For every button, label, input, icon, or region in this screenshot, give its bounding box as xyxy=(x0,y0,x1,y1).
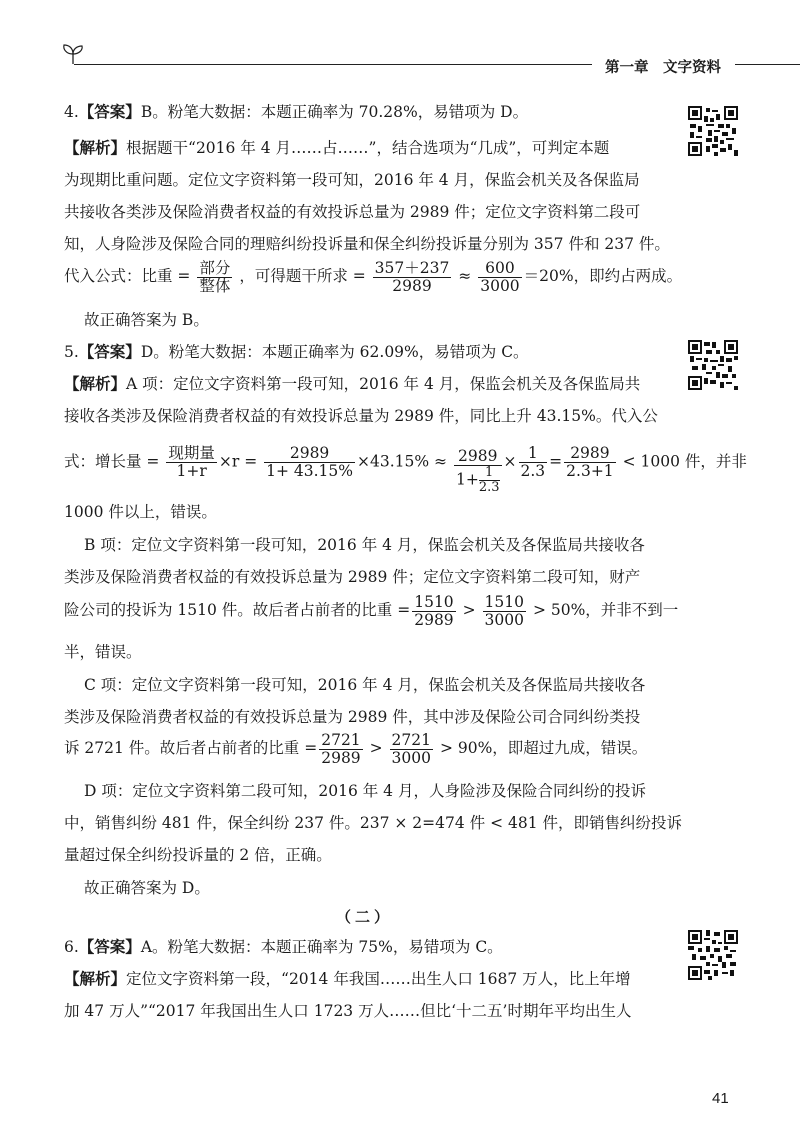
formula-text: > 50%，并非不到一 xyxy=(532,601,679,619)
q5-d-line-2: 中，销售纠纷 481 件，保全纠纷 237 件。237 × 2=474 件 < 481 件，即销售纠纷投诉 xyxy=(64,814,683,832)
q6-analysis-line-2: 加 47 万人”“2017 年我国出生人口 1723 万人……但比‘十二五’时期年平均出生人 xyxy=(64,1002,632,1020)
fraction: $\frac{2721}{3000}$ xyxy=(391,730,431,767)
formula-text: ＝20%，即约占两成。 xyxy=(523,267,683,285)
section-title: （二） xyxy=(336,908,394,926)
q5-b-line-2: 类涉及保险消费者权益的有效投诉总量为 2989 件；定位文字资料第二段可知，财产 xyxy=(64,568,641,586)
q5-b-formula xyxy=(64,590,679,630)
fraction: $\frac{1}{2.3}$ xyxy=(520,444,546,480)
qr-code-icon[interactable] xyxy=(688,340,738,390)
page-number: 41 xyxy=(712,1090,729,1107)
q5-a-formula xyxy=(64,430,747,495)
q6-answer-line xyxy=(64,937,664,957)
analysis-tag: 【解析】 xyxy=(64,969,127,988)
answer-tag: 【答案】 xyxy=(78,102,141,121)
formula-text: ×r = xyxy=(218,452,258,471)
fraction: $\frac{1510}{2989}$ xyxy=(414,592,454,629)
fraction: $\frac{2989}{1+ 43.15\%}$ xyxy=(266,444,354,480)
analysis-text: 根据题干“2016 年 4 月……占……”，结合选项为“几成”，可判定本题 xyxy=(126,139,610,157)
formula-text: ×43.15% ≈ xyxy=(357,452,448,471)
formula-text: > 90%，即超过九成，错误。 xyxy=(439,739,648,757)
q4-analysis-line-4: 知，人身险涉及保险合同的理赔纠纷投诉量和保全纠纷投诉量分别为 357 件和 237 件。 xyxy=(64,235,670,253)
formula-prefix: 代入公式：比重 = xyxy=(64,267,191,285)
sprout-logo-icon xyxy=(60,42,86,66)
q4-analysis-line-3: 共接收各类涉及保险消费者权益的有效投诉总量为 2989 件；定位文字资料第二段可 xyxy=(64,203,641,221)
answer-text: D。粉笔大数据：本题正确率为 62.09%，易错项为 C。 xyxy=(140,343,529,361)
formula-text: ，可得题干所求 = xyxy=(239,267,366,285)
answer-tag: 【答案】 xyxy=(78,342,141,361)
complex-fraction: 2989 1+ $\frac{1}{2.3}$ xyxy=(455,447,500,495)
fraction: $\frac{1510}{3000}$ xyxy=(484,592,524,629)
analysis-text: A 项：定位文字资料第一段可知，2016 年 4 月，保监会机关及各保监局共 xyxy=(126,375,641,393)
q5-d-line-1: D 项：定位文字资料第二段可知，2016 年 4 月，人身险涉及保险合同纠纷的投诉 xyxy=(84,782,646,800)
analysis-tag: 【解析】 xyxy=(64,138,127,157)
qr-code-icon[interactable] xyxy=(688,106,738,156)
formula-prefix: 诉 2721 件。故后者占前者的比重 = xyxy=(64,739,318,757)
q5-b-line-3: 半，错误。 xyxy=(64,643,142,661)
q4-conclusion: 故正确答案为 B。 xyxy=(84,311,209,329)
header-rule-right xyxy=(735,64,800,65)
chapter-title: 第一章 文字资料 xyxy=(605,60,721,76)
fraction: $\frac{2989}{2.3+1}$ xyxy=(566,444,614,480)
q5-a-line-3: 1000 件以上，错误。 xyxy=(64,503,217,521)
formula-text: < 1000 件，并非 xyxy=(622,452,747,471)
fraction: $\frac{\text{部分}}{\text{整体}}$ xyxy=(199,258,231,295)
analysis-tag: 【解析】 xyxy=(64,374,127,393)
q5-c-formula xyxy=(64,728,664,768)
answer-tag: 【答案】 xyxy=(78,937,141,956)
header-rule-left xyxy=(74,64,592,65)
formula-text: × xyxy=(503,452,517,471)
fraction: $\frac{600}{3000}$ xyxy=(480,258,520,295)
q4-analysis-line-1 xyxy=(64,138,664,158)
question-number: 4. xyxy=(64,103,79,121)
formula-text: > xyxy=(462,601,476,619)
q5-a-line-2: 接收各类涉及保险消费者权益的有效投诉总量为 2989 件，同比上升 43.15%。代入公 xyxy=(64,407,658,425)
q4-analysis-line-2: 为现期比重问题。定位文字资料第一段可知，2016 年 4 月，保监会机关及各保监局 xyxy=(64,171,640,189)
q5-answer-line xyxy=(64,342,664,362)
q5-conclusion: 故正确答案为 D。 xyxy=(84,879,210,897)
q4-answer-line xyxy=(64,102,664,122)
q6-analysis-line-1 xyxy=(64,969,664,989)
formula-prefix: 险公司的投诉为 1510 件。故后者占前者的比重 = xyxy=(64,601,411,619)
q5-c-line-1: C 项：定位文字资料第一段可知，2016 年 4 月，保监会机关及各保监局共接收各 xyxy=(84,676,646,694)
analysis-text: 定位文字资料第一段，“2014 年我国……出生人口 1687 万人，比上年增 xyxy=(126,970,631,988)
q5-a-line-1 xyxy=(64,374,664,394)
q4-formula-line xyxy=(64,258,683,295)
fraction: $\frac{357+237}{2989}$ xyxy=(374,258,450,295)
fraction: $\frac{2721}{2989}$ xyxy=(321,730,361,767)
answer-text: A。粉笔大数据：本题正确率为 75%，易错项为 C。 xyxy=(140,938,503,956)
answer-text: B。粉笔大数据：本题正确率为 70.28%，易错项为 D。 xyxy=(140,103,529,121)
question-number: 6. xyxy=(64,938,79,956)
fraction: $\frac{\text{现期量}}{1+r}$ xyxy=(168,444,215,480)
question-number: 5. xyxy=(64,343,79,361)
formula-prefix: 式：增长量 = xyxy=(64,452,160,471)
q5-b-line-1: B 项：定位文字资料第一段可知，2016 年 4 月，保监会机关及各保监局共接收各 xyxy=(84,536,645,554)
qr-code-icon[interactable] xyxy=(688,930,738,980)
approx-sign: ≈ xyxy=(458,267,472,285)
formula-text: > xyxy=(369,739,383,757)
q5-d-line-3: 量超过保全纠纷投诉量的 2 倍，正确。 xyxy=(64,846,332,864)
formula-text: = xyxy=(549,452,563,471)
q5-c-line-2: 类涉及保险消费者权益的有效投诉总量为 2989 件，其中涉及保险公司合同纠纷类投 xyxy=(64,708,641,726)
